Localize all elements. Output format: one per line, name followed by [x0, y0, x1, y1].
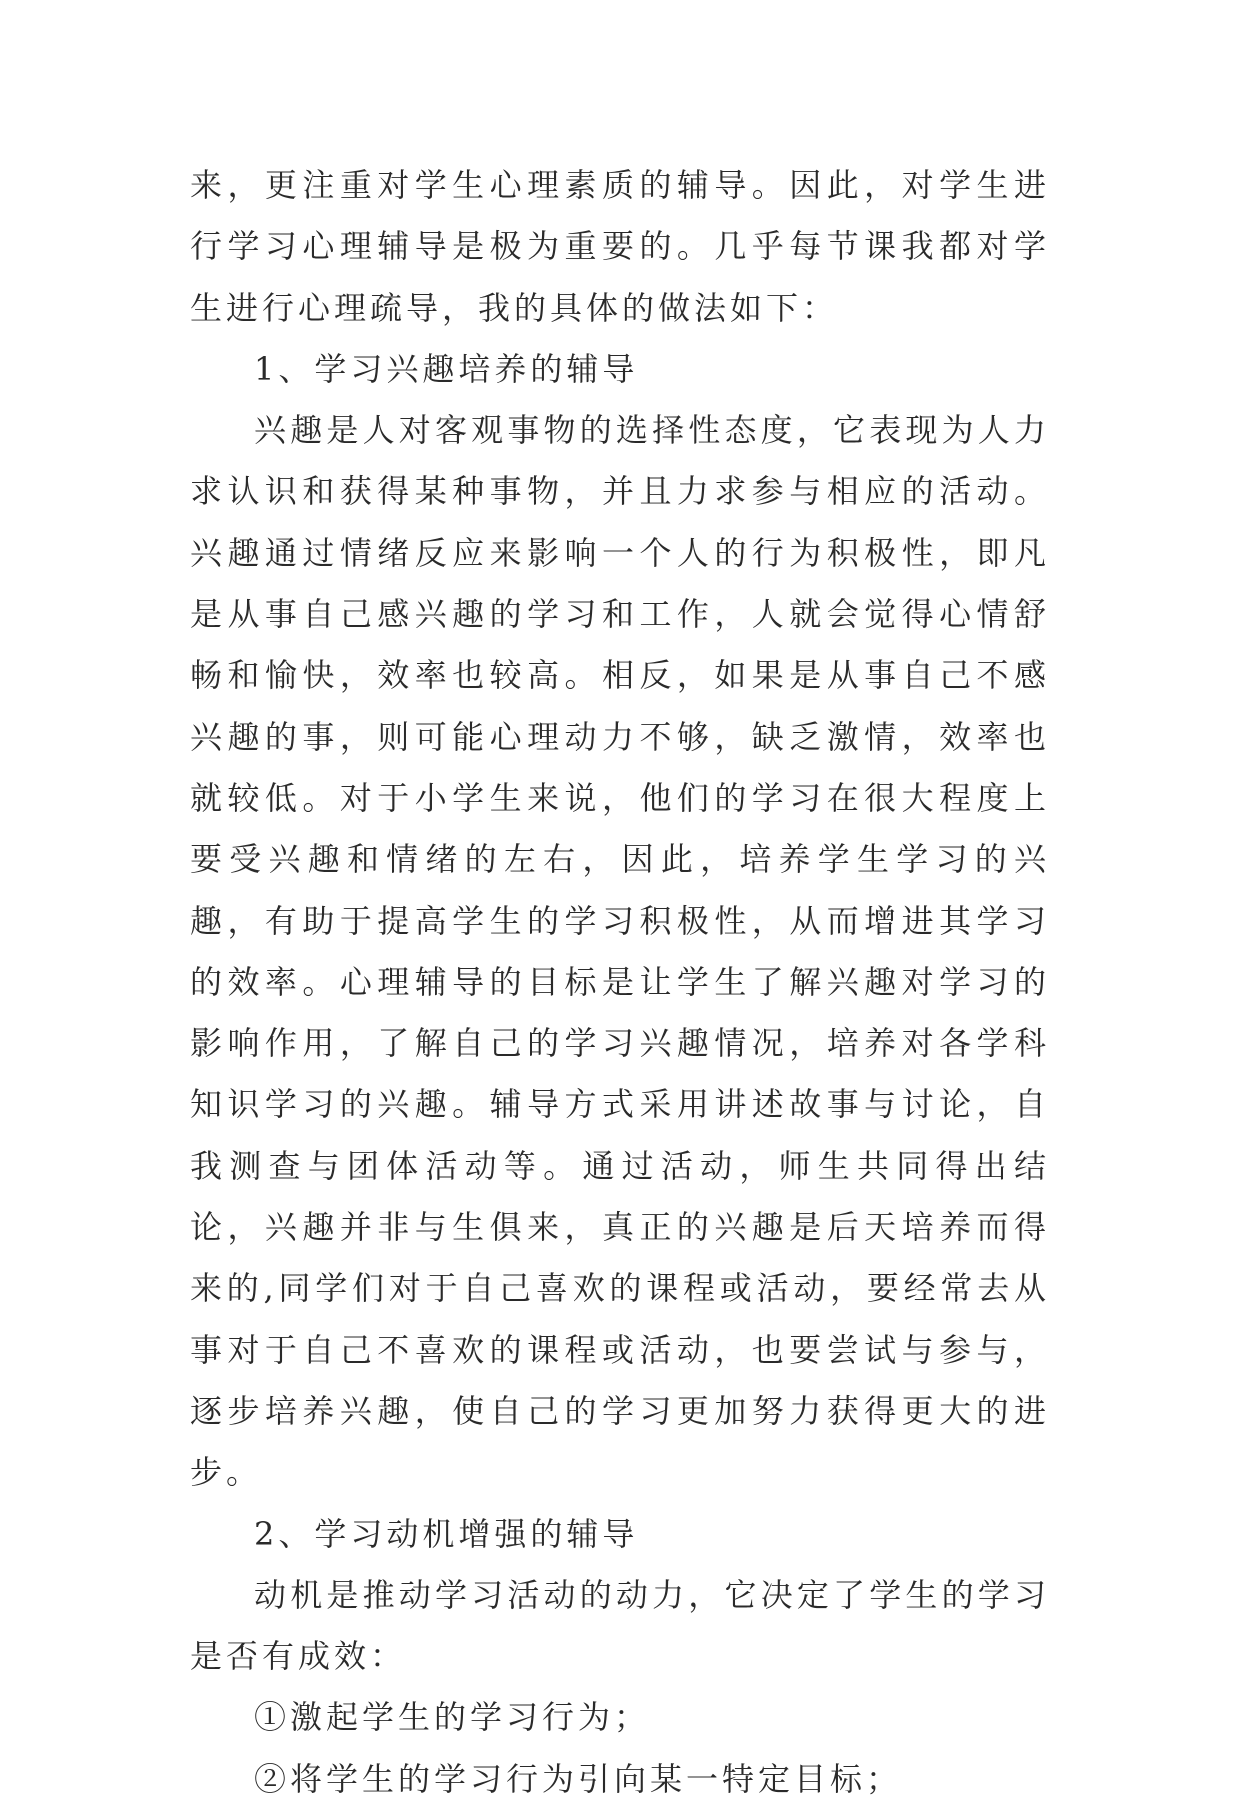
section-heading-motivation: 2、学习动机增强的辅导	[254, 1514, 639, 1553]
document-body	[190, 155, 1050, 1810]
section-heading-interest: 1、学习兴趣培养的辅导	[254, 349, 639, 388]
body-paragraph-motivation: 动机是推动学习活动的动力，它决定了学生的学习是否有成效：	[190, 1575, 1050, 1676]
body-paragraph: 来，更注重对学生心理素质的辅导。因此，对学生进行学习心理辅导是极为重要的。几乎每节课我都对学生进行心理疏导，我的具体的做法如下：	[190, 166, 1050, 327]
list-item: ②将学生的学习行为引向某一特定目标；	[254, 1759, 903, 1798]
body-paragraph-interest: 兴趣是人对客观事物的选择性态度，它表现为人力求认识和获得某种事物，并且力求参与相应的活动。兴趣通过情绪反应来影响一个人的行为积极性，即凡是从事自己感兴趣的学习和工作，人就会觉得心情舒畅和愉快，效率也较高。相反，如果是从事自己不感兴趣的事，则可能心理动力不够，缺乏激情，效率也就较低。对于小学生来说，他们的学习在很大程度上要受兴趣和情绪的左右，因此，培养学生学习的兴趣，有助于提高学生的学习积极性，从而增进其学习的效率。心理辅导的目标是让学生了解兴趣对学习的影响作用，了解自己的学习兴趣情况，培养对各学科知识学习的兴趣。辅导方式采用讲述故事与讨论，自我测查与团体活动等。通过活动，师生共同得出结论，兴趣并非与生俱来，真正的兴趣是后天培养而得来的,同学们对于自己喜欢的课程或活动，要经常去从事对于自己不喜欢的课程或活动，也要尝试与参与，逐步培养兴趣，使自己的学习更加努力获得更大的进步。	[190, 411, 1050, 1492]
list-item: ①激起学生的学习行为；	[254, 1698, 651, 1737]
